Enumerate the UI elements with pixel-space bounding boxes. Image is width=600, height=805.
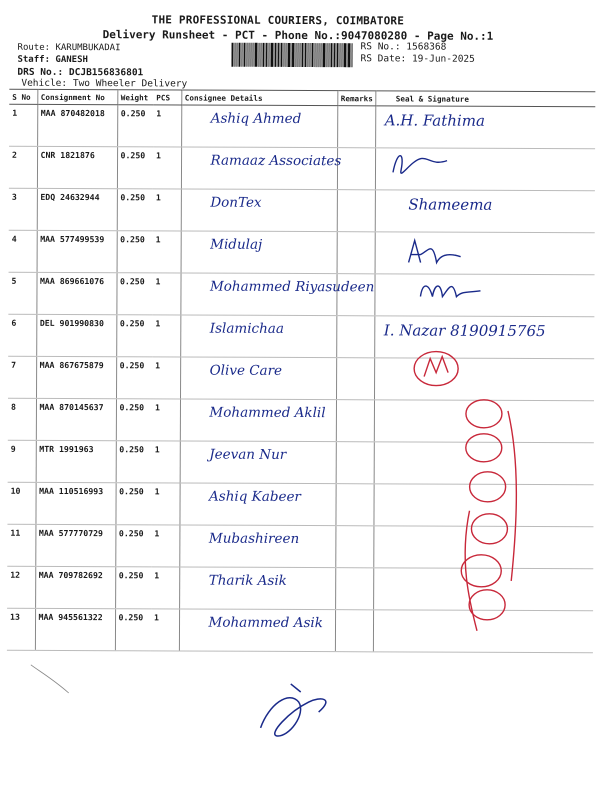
row-pcs: 1 bbox=[152, 441, 180, 483]
barcode-bar bbox=[312, 43, 314, 67]
row-remarks bbox=[335, 568, 373, 610]
handwritten-consignee: Islamichaa bbox=[209, 320, 284, 337]
row-remarks bbox=[336, 316, 374, 358]
barcode-bar bbox=[296, 43, 297, 67]
handwritten-consignee: Mohammed Aklil bbox=[209, 404, 326, 422]
row-pcs: 1 bbox=[152, 399, 180, 441]
runsheet-table bbox=[7, 89, 595, 654]
route-label: Route: bbox=[17, 42, 51, 53]
row-seal-signature bbox=[374, 316, 594, 359]
row-weight: 0.250 bbox=[117, 231, 153, 273]
row-remarks bbox=[335, 526, 373, 568]
row-sno: 7 bbox=[8, 356, 36, 398]
row-consignee bbox=[179, 567, 335, 610]
column-header-weight: Weight bbox=[117, 90, 153, 105]
barcode-bar bbox=[271, 43, 274, 67]
row-consignee bbox=[180, 357, 336, 400]
row-weight: 0.250 bbox=[116, 315, 152, 357]
barcode-bar bbox=[301, 43, 303, 67]
row-seal-signature bbox=[373, 610, 593, 653]
row-weight: 0.250 bbox=[115, 483, 151, 525]
row-seal-signature bbox=[375, 190, 595, 233]
barcode-bar bbox=[238, 43, 241, 67]
bottom-signature-scribble bbox=[261, 698, 326, 737]
barcode-bar bbox=[333, 43, 334, 67]
staff-value: GANESH bbox=[55, 54, 88, 66]
row-consignee bbox=[179, 525, 335, 568]
barcode-bar bbox=[321, 43, 322, 67]
row-remarks bbox=[337, 148, 375, 190]
barcode-bar bbox=[335, 43, 336, 67]
barcode-bar bbox=[231, 43, 233, 67]
row-consignee bbox=[180, 441, 336, 484]
handwritten-consignee: Olive Care bbox=[209, 362, 283, 379]
row-sno: 5 bbox=[8, 272, 36, 314]
column-header-seal: Seal & Signature bbox=[375, 91, 595, 107]
barcode-bar bbox=[318, 43, 320, 67]
row-seal-signature bbox=[375, 106, 595, 149]
row-sno: 8 bbox=[8, 398, 36, 440]
barcode-bar bbox=[328, 43, 329, 67]
table-row bbox=[7, 608, 593, 653]
table-row bbox=[7, 524, 593, 569]
barcode-bar bbox=[285, 43, 286, 67]
row-seal-signature bbox=[374, 400, 594, 443]
row-consignment-no: MAA 709782692 bbox=[35, 566, 115, 608]
barcode-bar bbox=[347, 43, 348, 67]
barcode-bar bbox=[310, 43, 311, 67]
row-consignment-no: MAA 577770729 bbox=[35, 524, 115, 566]
row-consignment-no: MAA 867675879 bbox=[36, 356, 116, 398]
row-weight: 0.250 bbox=[117, 105, 153, 147]
table-row bbox=[9, 146, 595, 191]
barcode-bar bbox=[267, 43, 268, 67]
barcode-bar bbox=[316, 43, 317, 67]
row-remarks bbox=[336, 358, 374, 400]
column-header-consignment: Consignment No bbox=[37, 89, 117, 104]
row-consignment-no: MTR 1991963 bbox=[36, 440, 116, 482]
row-weight: 0.250 bbox=[116, 441, 152, 483]
row-sno: 12 bbox=[7, 566, 35, 608]
barcode-bar bbox=[253, 43, 254, 67]
row-consignee bbox=[181, 189, 337, 232]
row-seal-signature bbox=[374, 358, 594, 401]
row-pcs: 1 bbox=[151, 609, 179, 651]
barcode-bar bbox=[299, 43, 300, 67]
row-sno: 13 bbox=[7, 608, 35, 650]
row-consignment-no: MAA 869661076 bbox=[36, 272, 116, 314]
row-consignment-no: EDQ 24632944 bbox=[37, 188, 117, 230]
row-consignment-no: MAA 945561322 bbox=[35, 608, 115, 650]
barcode-bar bbox=[250, 43, 252, 67]
column-header-sno: S No bbox=[9, 89, 37, 104]
row-consignment-no: MAA 870145637 bbox=[36, 398, 116, 440]
row-pcs: 1 bbox=[152, 273, 180, 315]
table-row bbox=[7, 566, 593, 611]
table-row bbox=[8, 356, 594, 401]
column-header-consignee: Consignee Details bbox=[181, 90, 337, 106]
barcode-bar bbox=[291, 43, 292, 67]
barcode-bar bbox=[269, 43, 270, 67]
handwritten-consignee: DonTex bbox=[210, 194, 262, 211]
table-row bbox=[9, 188, 595, 233]
barcode-bar bbox=[314, 43, 315, 67]
table-row bbox=[8, 272, 594, 317]
row-seal-signature bbox=[375, 232, 595, 275]
table-row bbox=[8, 314, 594, 359]
barcode-bar bbox=[255, 43, 258, 67]
row-pcs: 1 bbox=[153, 147, 181, 189]
table-row bbox=[9, 230, 595, 275]
row-consignee bbox=[180, 399, 336, 442]
row-weight: 0.250 bbox=[116, 273, 152, 315]
rs-number: RS No.: 1568368 bbox=[360, 41, 447, 53]
row-sno: 1 bbox=[9, 104, 37, 146]
barcode-bar bbox=[260, 43, 261, 67]
row-sno: 11 bbox=[7, 524, 35, 566]
row-pcs: 1 bbox=[151, 567, 179, 609]
row-consignee bbox=[181, 105, 337, 148]
route-value: KARUMBUKADAI bbox=[55, 42, 121, 54]
barcode-bar bbox=[343, 43, 346, 67]
barcode-bar bbox=[304, 43, 307, 67]
bottom-left-pen-stroke bbox=[31, 665, 69, 693]
table-row bbox=[7, 482, 593, 527]
barcode-bar bbox=[284, 43, 285, 67]
barcode-bar bbox=[281, 43, 283, 67]
barcode-bar bbox=[246, 43, 247, 67]
row-weight: 0.250 bbox=[117, 147, 153, 189]
staff-line bbox=[17, 55, 87, 65]
barcode-bar bbox=[340, 43, 341, 67]
column-header-pcs: PCS bbox=[153, 90, 181, 105]
barcode-bar bbox=[352, 43, 353, 67]
table-row bbox=[9, 104, 595, 149]
row-consignee bbox=[179, 609, 335, 652]
barcode-bar bbox=[242, 43, 243, 67]
row-sno: 4 bbox=[9, 230, 37, 272]
row-weight: 0.250 bbox=[117, 189, 153, 231]
row-consignee bbox=[181, 147, 342, 190]
staff-label: Staff: bbox=[17, 54, 51, 65]
row-seal-signature bbox=[373, 484, 593, 527]
row-pcs: 1 bbox=[152, 315, 180, 357]
barcode-bar bbox=[330, 43, 332, 67]
row-consignment-no: DEL 901990830 bbox=[36, 314, 116, 356]
barcode-bar bbox=[274, 43, 276, 67]
barcode-bar bbox=[349, 43, 351, 67]
barcode-bar bbox=[326, 43, 327, 67]
route-line bbox=[18, 43, 121, 53]
barcode-bar bbox=[279, 43, 280, 67]
column-header-remarks: Remarks bbox=[337, 91, 375, 106]
handwritten-consignee: Jeevan Nur bbox=[209, 446, 287, 463]
table-row bbox=[8, 440, 594, 485]
handwritten-consignee: Tharik Asik bbox=[208, 572, 287, 589]
row-pcs: 1 bbox=[152, 357, 180, 399]
handwritten-consignee: Mohammed Asik bbox=[208, 614, 323, 632]
row-pcs: 1 bbox=[153, 189, 181, 231]
barcode bbox=[231, 43, 353, 68]
row-pcs: 1 bbox=[151, 525, 179, 567]
row-consignment-no: MAA 577499539 bbox=[37, 230, 117, 272]
row-remarks bbox=[337, 232, 375, 274]
barcode-bar bbox=[262, 43, 264, 67]
row-pcs: 1 bbox=[153, 231, 181, 273]
row-remarks bbox=[335, 610, 373, 652]
drs-label: DRS No.: bbox=[17, 66, 64, 78]
row-seal-signature bbox=[373, 568, 593, 611]
row-sno: 9 bbox=[8, 440, 36, 482]
vehicle-line: Vehicle: Two Wheeler Delivery bbox=[21, 77, 188, 90]
barcode-bar bbox=[244, 43, 246, 67]
handwritten-consignee: Mubashireen bbox=[208, 530, 300, 547]
row-pcs: 1 bbox=[153, 105, 181, 147]
handwritten-consignee: Ramaaz Associates bbox=[210, 152, 342, 170]
handwritten-signature: A.H. Fathima bbox=[384, 111, 485, 130]
barcode-bar bbox=[236, 43, 237, 67]
barcode-bar bbox=[265, 43, 266, 67]
row-weight: 0.250 bbox=[115, 525, 151, 567]
barcode-bar bbox=[298, 43, 299, 67]
barcode-bar bbox=[258, 43, 259, 67]
document-subtitle: Delivery Runsheet - PCT - Phone No.:9047080280 - Page No.:1 bbox=[102, 28, 494, 43]
row-weight: 0.250 bbox=[115, 609, 151, 651]
row-remarks bbox=[337, 106, 375, 148]
row-remarks bbox=[336, 442, 374, 484]
row-sno: 10 bbox=[7, 482, 35, 524]
row-sno: 2 bbox=[9, 146, 37, 188]
row-sno: 3 bbox=[9, 188, 37, 230]
row-seal-signature bbox=[374, 442, 594, 485]
row-weight: 0.250 bbox=[116, 399, 152, 441]
barcode-bar bbox=[337, 43, 339, 67]
bottom-signature-dash bbox=[291, 684, 301, 692]
handwritten-signature: Shameema bbox=[408, 195, 493, 214]
row-seal-signature bbox=[375, 148, 595, 191]
handwritten-signature: I. Nazar 8190915765 bbox=[383, 321, 546, 341]
barcode-bar bbox=[341, 43, 342, 67]
handwritten-consignee: Midulaj bbox=[210, 236, 263, 253]
row-sno: 6 bbox=[8, 314, 36, 356]
row-remarks bbox=[336, 400, 374, 442]
row-consignment-no: MAA 110516993 bbox=[35, 482, 115, 524]
barcode-bar bbox=[308, 43, 309, 67]
row-consignee bbox=[181, 231, 337, 274]
row-weight: 0.250 bbox=[115, 567, 151, 609]
drs-value: DCJB156836801 bbox=[68, 66, 144, 79]
row-remarks bbox=[335, 484, 373, 526]
row-remarks bbox=[337, 190, 375, 232]
row-consignee bbox=[180, 273, 375, 316]
row-consignment-no: CNR 1821876 bbox=[37, 146, 117, 188]
barcode-bar bbox=[248, 43, 249, 67]
table-row bbox=[8, 398, 594, 443]
row-consignee bbox=[179, 483, 335, 526]
row-weight: 0.250 bbox=[116, 357, 152, 399]
row-consignee bbox=[180, 315, 336, 358]
handwritten-consignee: Mohammed Riyasudeen bbox=[209, 278, 375, 296]
handwritten-consignee: Ashiq Ahmed bbox=[210, 110, 302, 128]
barcode-bar bbox=[323, 43, 326, 67]
document-title: THE PROFESSIONAL COURIERS, COIMBATORE bbox=[151, 13, 405, 28]
rs-date: RS Date: 19-Jun-2025 bbox=[360, 53, 475, 65]
barcode-bar bbox=[293, 43, 295, 67]
row-seal-signature bbox=[373, 526, 593, 569]
handwritten-consignee: Ashiq Kabeer bbox=[209, 488, 301, 506]
barcode-bar bbox=[277, 43, 278, 67]
barcode-bar bbox=[287, 43, 290, 67]
drs-line bbox=[17, 67, 143, 79]
row-consignment-no: MAA 870482018 bbox=[37, 104, 117, 146]
row-pcs: 1 bbox=[151, 483, 179, 525]
barcode-bar bbox=[234, 43, 235, 67]
row-seal-signature bbox=[374, 274, 594, 317]
